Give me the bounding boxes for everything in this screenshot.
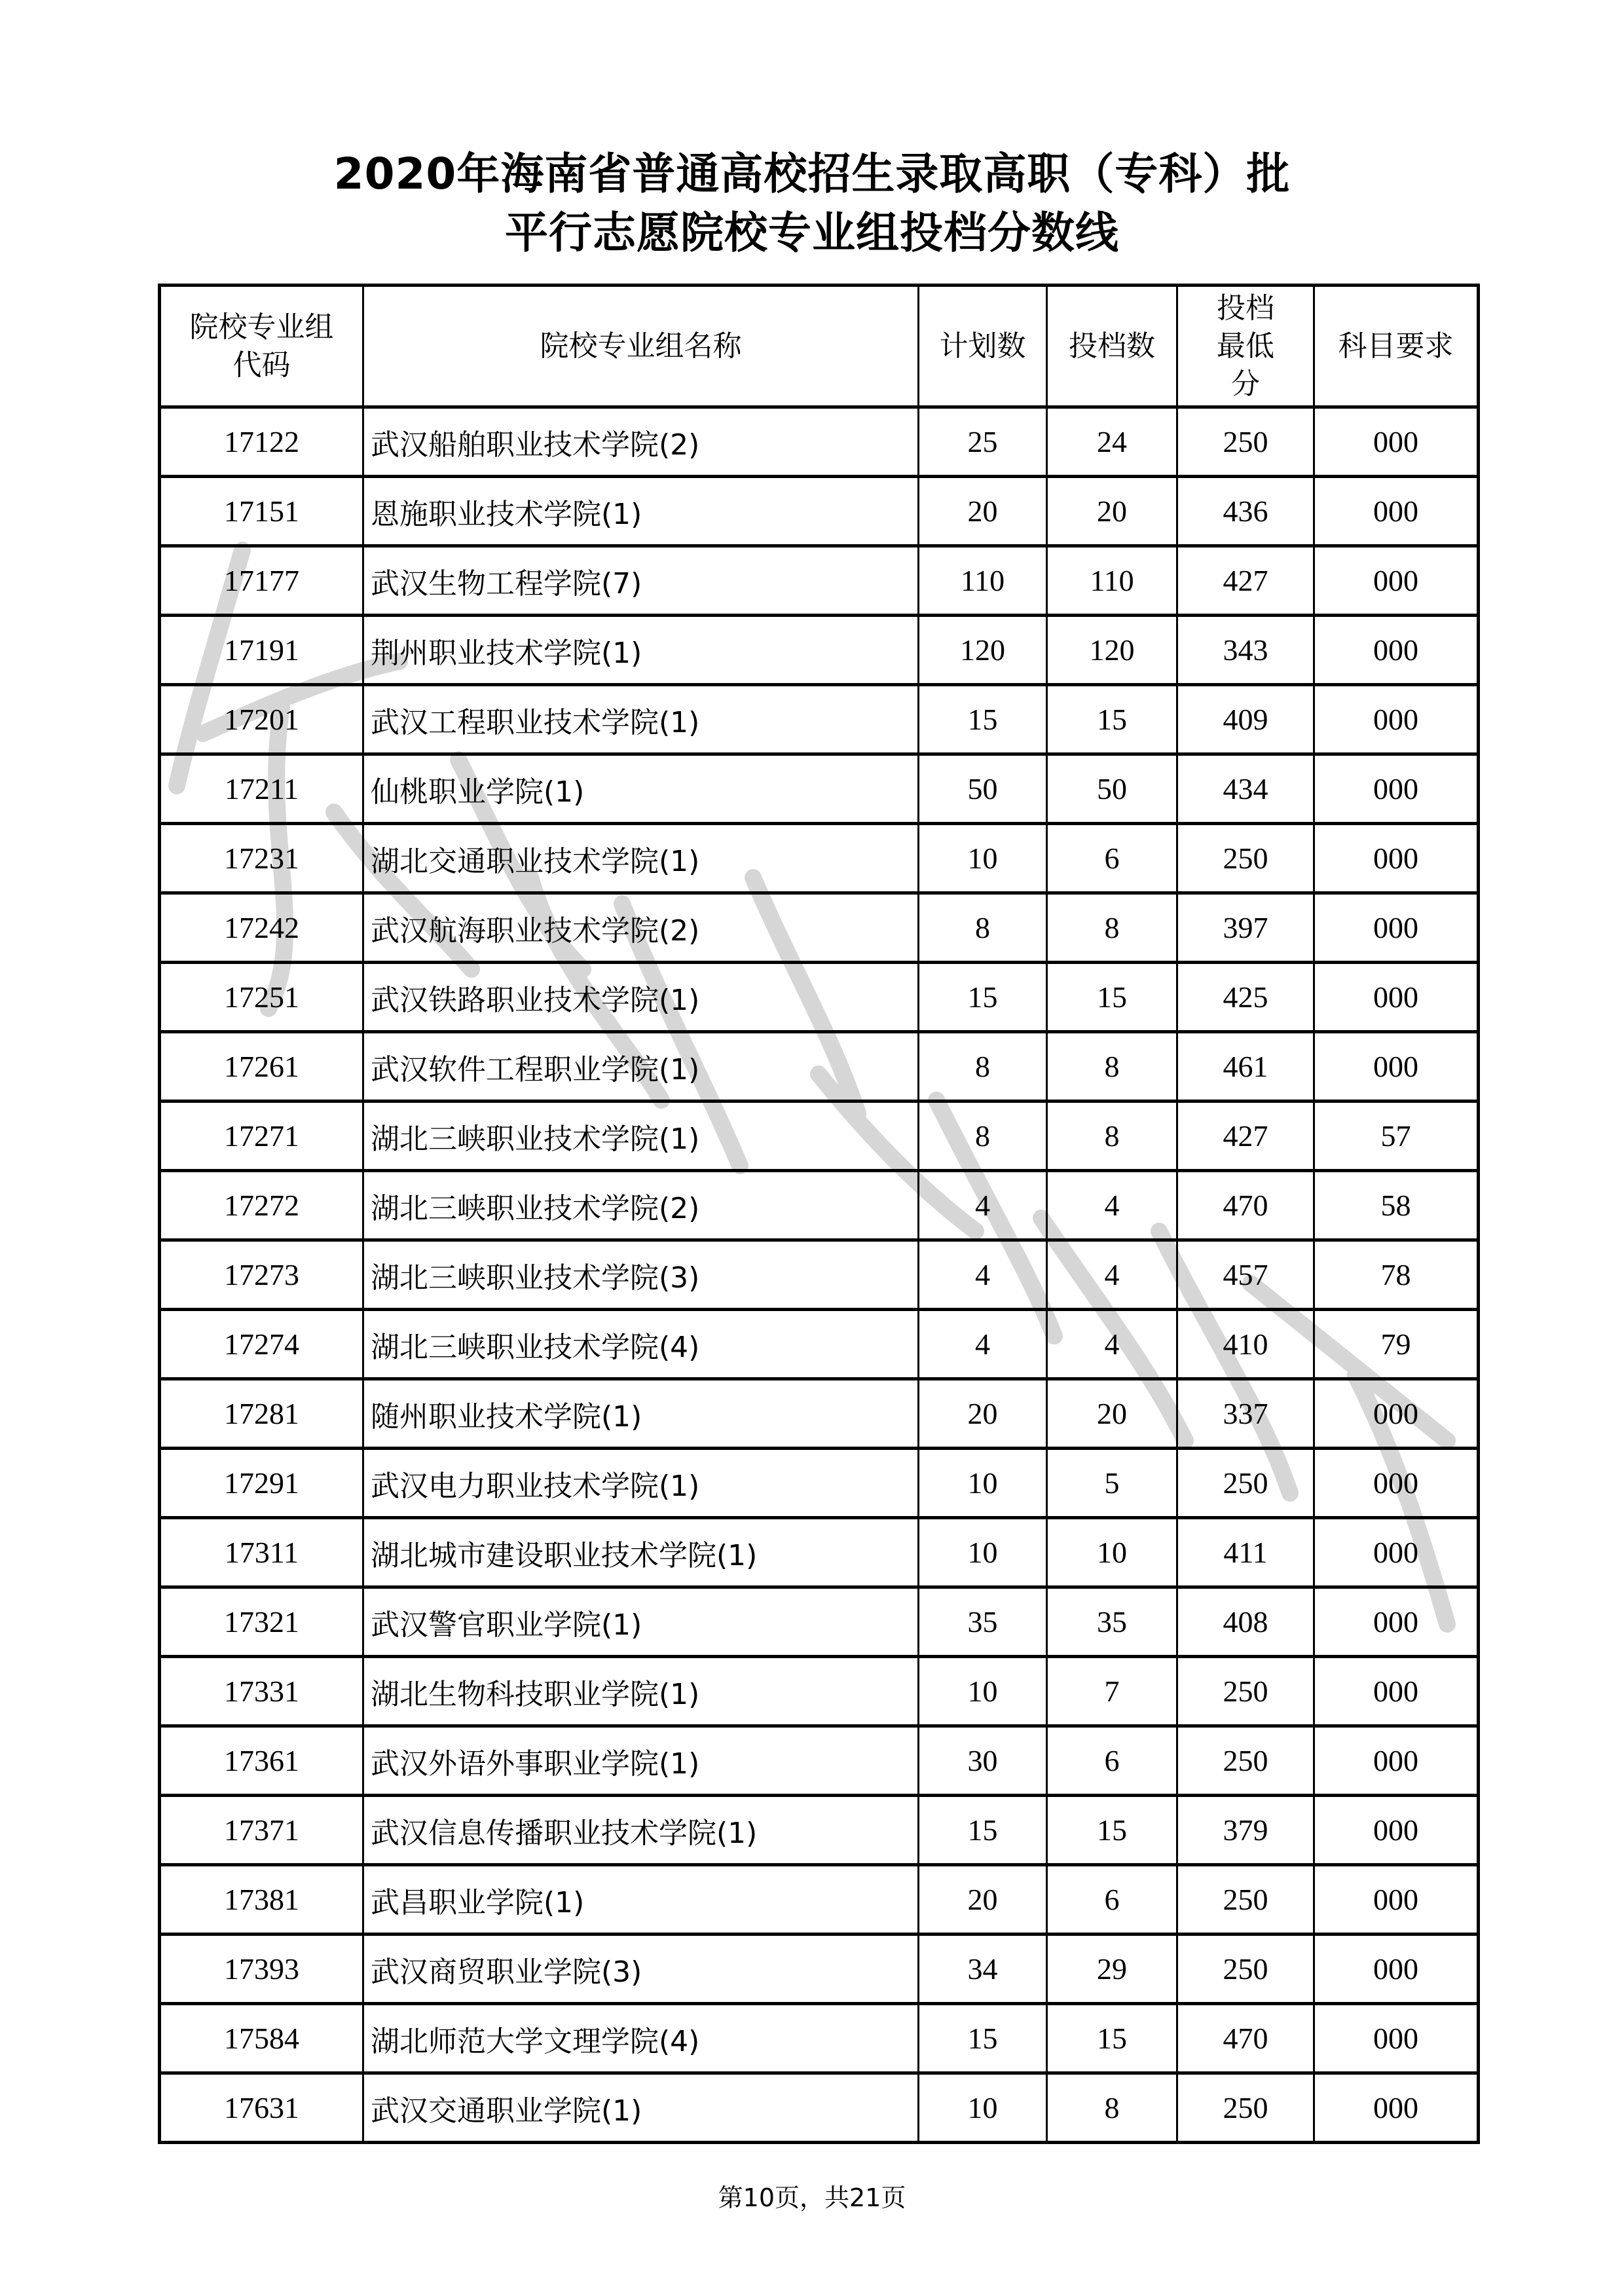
cell-filed: 6 <box>1047 1865 1177 1935</box>
cell-min-score: 250 <box>1177 407 1314 477</box>
cell-name: 恩施职业技术学院(1) <box>363 477 919 546</box>
cell-filed: 15 <box>1047 2004 1177 2073</box>
cell-name: 湖北三峡职业技术学院(1) <box>363 1102 919 1171</box>
cell-code: 17211 <box>160 754 363 824</box>
cell-subject-req: 000 <box>1314 1726 1479 1796</box>
table-row <box>160 1587 1479 1657</box>
cell-name: 武汉警官职业学院(1) <box>363 1587 919 1657</box>
cell-filed: 6 <box>1047 1726 1177 1796</box>
cell-subject-req: 000 <box>1314 1518 1479 1587</box>
cell-subject-req: 58 <box>1314 1171 1479 1240</box>
cell-name: 武汉商贸职业学院(3) <box>363 1935 919 2004</box>
cell-filed: 8 <box>1047 1032 1177 1102</box>
cell-subject-req: 000 <box>1314 477 1479 546</box>
table-row <box>160 616 1479 685</box>
cell-code: 17311 <box>160 1518 363 1587</box>
cell-name: 武汉铁路职业技术学院(1) <box>363 963 919 1032</box>
cell-name: 湖北师范大学文理学院(4) <box>363 2004 919 2073</box>
cell-plan: 8 <box>919 893 1047 963</box>
cell-plan: 15 <box>919 963 1047 1032</box>
table-row <box>160 1796 1479 1865</box>
cell-min-score: 411 <box>1177 1518 1314 1587</box>
cell-code: 17122 <box>160 407 363 477</box>
cell-plan: 30 <box>919 1726 1047 1796</box>
cell-min-score: 397 <box>1177 893 1314 963</box>
cell-min-score: 408 <box>1177 1587 1314 1657</box>
cell-min-score: 427 <box>1177 1102 1314 1171</box>
cell-plan: 120 <box>919 616 1047 685</box>
cell-plan: 110 <box>919 546 1047 616</box>
table-row <box>160 546 1479 616</box>
table-row <box>160 1032 1479 1102</box>
cell-name: 湖北生物科技职业学院(1) <box>363 1657 919 1726</box>
cell-plan: 10 <box>919 1449 1047 1518</box>
cell-subject-req: 000 <box>1314 2004 1479 2073</box>
cell-name: 荆州职业技术学院(1) <box>363 616 919 685</box>
table-row <box>160 1449 1479 1518</box>
cell-min-score: 250 <box>1177 2073 1314 2143</box>
cell-subject-req: 000 <box>1314 1935 1479 2004</box>
cell-min-score: 436 <box>1177 477 1314 546</box>
table-row <box>160 2004 1479 2073</box>
cell-subject-req: 57 <box>1314 1102 1479 1171</box>
cell-plan: 10 <box>919 1657 1047 1726</box>
cell-name: 湖北三峡职业技术学院(3) <box>363 1240 919 1310</box>
cell-plan: 20 <box>919 1379 1047 1449</box>
table-row <box>160 1518 1479 1587</box>
cell-min-score: 250 <box>1177 1726 1314 1796</box>
cell-plan: 15 <box>919 685 1047 754</box>
cell-code: 17393 <box>160 1935 363 2004</box>
cell-filed: 20 <box>1047 1379 1177 1449</box>
table-row <box>160 2073 1479 2143</box>
cell-filed: 7 <box>1047 1657 1177 1726</box>
cell-subject-req: 000 <box>1314 2073 1479 2143</box>
cell-code: 17331 <box>160 1657 363 1726</box>
cell-code: 17321 <box>160 1587 363 1657</box>
cell-min-score: 409 <box>1177 685 1314 754</box>
cell-code: 17291 <box>160 1449 363 1518</box>
cell-code: 17151 <box>160 477 363 546</box>
cell-subject-req: 000 <box>1314 407 1479 477</box>
cell-subject-req: 000 <box>1314 685 1479 754</box>
cell-plan: 4 <box>919 1171 1047 1240</box>
cell-subject-req: 79 <box>1314 1310 1479 1379</box>
table-row <box>160 1726 1479 1796</box>
cell-code: 17631 <box>160 2073 363 2143</box>
table-row <box>160 685 1479 754</box>
cell-code: 17261 <box>160 1032 363 1102</box>
cell-subject-req: 000 <box>1314 546 1479 616</box>
cell-plan: 4 <box>919 1240 1047 1310</box>
table-row <box>160 1171 1479 1240</box>
cell-filed: 35 <box>1047 1587 1177 1657</box>
cell-name: 武汉航海职业技术学院(2) <box>363 893 919 963</box>
cell-subject-req: 000 <box>1314 1587 1479 1657</box>
cell-min-score: 379 <box>1177 1796 1314 1865</box>
cell-plan: 10 <box>919 824 1047 893</box>
header-min-score: 投档最低分 <box>1177 286 1314 407</box>
cell-plan: 25 <box>919 407 1047 477</box>
cell-plan: 35 <box>919 1587 1047 1657</box>
cell-code: 17231 <box>160 824 363 893</box>
cell-filed: 50 <box>1047 754 1177 824</box>
cell-filed: 5 <box>1047 1449 1177 1518</box>
cell-plan: 4 <box>919 1310 1047 1379</box>
cell-subject-req: 000 <box>1314 893 1479 963</box>
cell-min-score: 470 <box>1177 2004 1314 2073</box>
cell-plan: 34 <box>919 1935 1047 2004</box>
table-row <box>160 1379 1479 1449</box>
cell-filed: 4 <box>1047 1171 1177 1240</box>
cell-code: 17361 <box>160 1726 363 1796</box>
cell-name: 湖北三峡职业技术学院(4) <box>363 1310 919 1379</box>
cell-name: 武汉软件工程职业学院(1) <box>363 1032 919 1102</box>
cell-filed: 8 <box>1047 1102 1177 1171</box>
table-row <box>160 1240 1479 1310</box>
cell-filed: 24 <box>1047 407 1177 477</box>
cell-min-score: 250 <box>1177 824 1314 893</box>
cell-code: 17177 <box>160 546 363 616</box>
cell-plan: 10 <box>919 1518 1047 1587</box>
cell-subject-req: 000 <box>1314 1449 1479 1518</box>
header-code: 院校专业组代码 <box>160 286 363 407</box>
cell-plan: 15 <box>919 2004 1047 2073</box>
cell-min-score: 337 <box>1177 1379 1314 1449</box>
cell-subject-req: 000 <box>1314 616 1479 685</box>
cell-name: 湖北交通职业技术学院(1) <box>363 824 919 893</box>
cell-min-score: 434 <box>1177 754 1314 824</box>
cell-name: 武汉信息传播职业技术学院(1) <box>363 1796 919 1865</box>
table-row <box>160 1657 1479 1726</box>
cell-filed: 15 <box>1047 963 1177 1032</box>
cell-code: 17271 <box>160 1102 363 1171</box>
cell-min-score: 250 <box>1177 1449 1314 1518</box>
header-subject-req: 科目要求 <box>1314 286 1479 407</box>
cell-code: 17381 <box>160 1865 363 1935</box>
table-row <box>160 1310 1479 1379</box>
header-name: 院校专业组名称 <box>363 286 919 407</box>
cell-plan: 15 <box>919 1796 1047 1865</box>
cell-min-score: 410 <box>1177 1310 1314 1379</box>
cell-filed: 120 <box>1047 616 1177 685</box>
cell-code: 17281 <box>160 1379 363 1449</box>
cell-plan: 8 <box>919 1032 1047 1102</box>
cell-plan: 20 <box>919 477 1047 546</box>
cell-filed: 8 <box>1047 893 1177 963</box>
table-row <box>160 1102 1479 1171</box>
cell-min-score: 250 <box>1177 1865 1314 1935</box>
cell-min-score: 470 <box>1177 1171 1314 1240</box>
cell-name: 武昌职业学院(1) <box>363 1865 919 1935</box>
cell-min-score: 250 <box>1177 1657 1314 1726</box>
table-row <box>160 477 1479 546</box>
table-row <box>160 754 1479 824</box>
table-row <box>160 824 1479 893</box>
cell-plan: 10 <box>919 2073 1047 2143</box>
admission-score-table <box>158 284 1480 2144</box>
cell-min-score: 427 <box>1177 546 1314 616</box>
cell-subject-req: 78 <box>1314 1240 1479 1310</box>
cell-name: 湖北三峡职业技术学院(2) <box>363 1171 919 1240</box>
page-number: 第10页，共21页 <box>718 2183 906 2212</box>
cell-plan: 8 <box>919 1102 1047 1171</box>
cell-filed: 15 <box>1047 685 1177 754</box>
cell-filed: 15 <box>1047 1796 1177 1865</box>
cell-name: 武汉外语外事职业学院(1) <box>363 1726 919 1796</box>
table-row <box>160 893 1479 963</box>
cell-name: 武汉工程职业技术学院(1) <box>363 685 919 754</box>
cell-code: 17273 <box>160 1240 363 1310</box>
cell-filed: 20 <box>1047 477 1177 546</box>
header-filed: 投档数 <box>1047 286 1177 407</box>
cell-filed: 4 <box>1047 1240 1177 1310</box>
table-row <box>160 1935 1479 2004</box>
cell-name: 仙桃职业学院(1) <box>363 754 919 824</box>
cell-subject-req: 000 <box>1314 1379 1479 1449</box>
cell-filed: 6 <box>1047 824 1177 893</box>
document-title-line-2: 平行志愿院校专业组投档分数线 <box>505 208 1119 258</box>
cell-min-score: 425 <box>1177 963 1314 1032</box>
cell-name: 武汉船舶职业技术学院(2) <box>363 407 919 477</box>
cell-subject-req: 000 <box>1314 1865 1479 1935</box>
cell-plan: 50 <box>919 754 1047 824</box>
cell-subject-req: 000 <box>1314 1032 1479 1102</box>
cell-name: 湖北城市建设职业技术学院(1) <box>363 1518 919 1587</box>
document-title-line-1: 2020年海南省普通高校招生录取高职（专科）批 <box>333 149 1291 199</box>
cell-min-score: 461 <box>1177 1032 1314 1102</box>
table-row <box>160 1865 1479 1935</box>
cell-name: 随州职业技术学院(1) <box>363 1379 919 1449</box>
cell-name: 武汉电力职业技术学院(1) <box>363 1449 919 1518</box>
cell-code: 17274 <box>160 1310 363 1379</box>
cell-code: 17191 <box>160 616 363 685</box>
cell-min-score: 343 <box>1177 616 1314 685</box>
cell-filed: 8 <box>1047 2073 1177 2143</box>
cell-filed: 29 <box>1047 1935 1177 2004</box>
cell-code: 17242 <box>160 893 363 963</box>
table-header-row <box>160 286 1479 407</box>
cell-code: 17371 <box>160 1796 363 1865</box>
cell-subject-req: 000 <box>1314 1796 1479 1865</box>
table-row <box>160 407 1479 477</box>
table-row <box>160 963 1479 1032</box>
cell-code: 17272 <box>160 1171 363 1240</box>
cell-subject-req: 000 <box>1314 754 1479 824</box>
cell-subject-req: 000 <box>1314 963 1479 1032</box>
cell-plan: 20 <box>919 1865 1047 1935</box>
cell-subject-req: 000 <box>1314 1657 1479 1726</box>
cell-code: 17201 <box>160 685 363 754</box>
cell-min-score: 250 <box>1177 1935 1314 2004</box>
cell-code: 17251 <box>160 963 363 1032</box>
header-plan: 计划数 <box>919 286 1047 407</box>
cell-filed: 110 <box>1047 546 1177 616</box>
cell-name: 武汉生物工程学院(7) <box>363 546 919 616</box>
cell-min-score: 457 <box>1177 1240 1314 1310</box>
cell-name: 武汉交通职业学院(1) <box>363 2073 919 2143</box>
cell-subject-req: 000 <box>1314 824 1479 893</box>
cell-filed: 4 <box>1047 1310 1177 1379</box>
cell-code: 17584 <box>160 2004 363 2073</box>
cell-filed: 10 <box>1047 1518 1177 1587</box>
